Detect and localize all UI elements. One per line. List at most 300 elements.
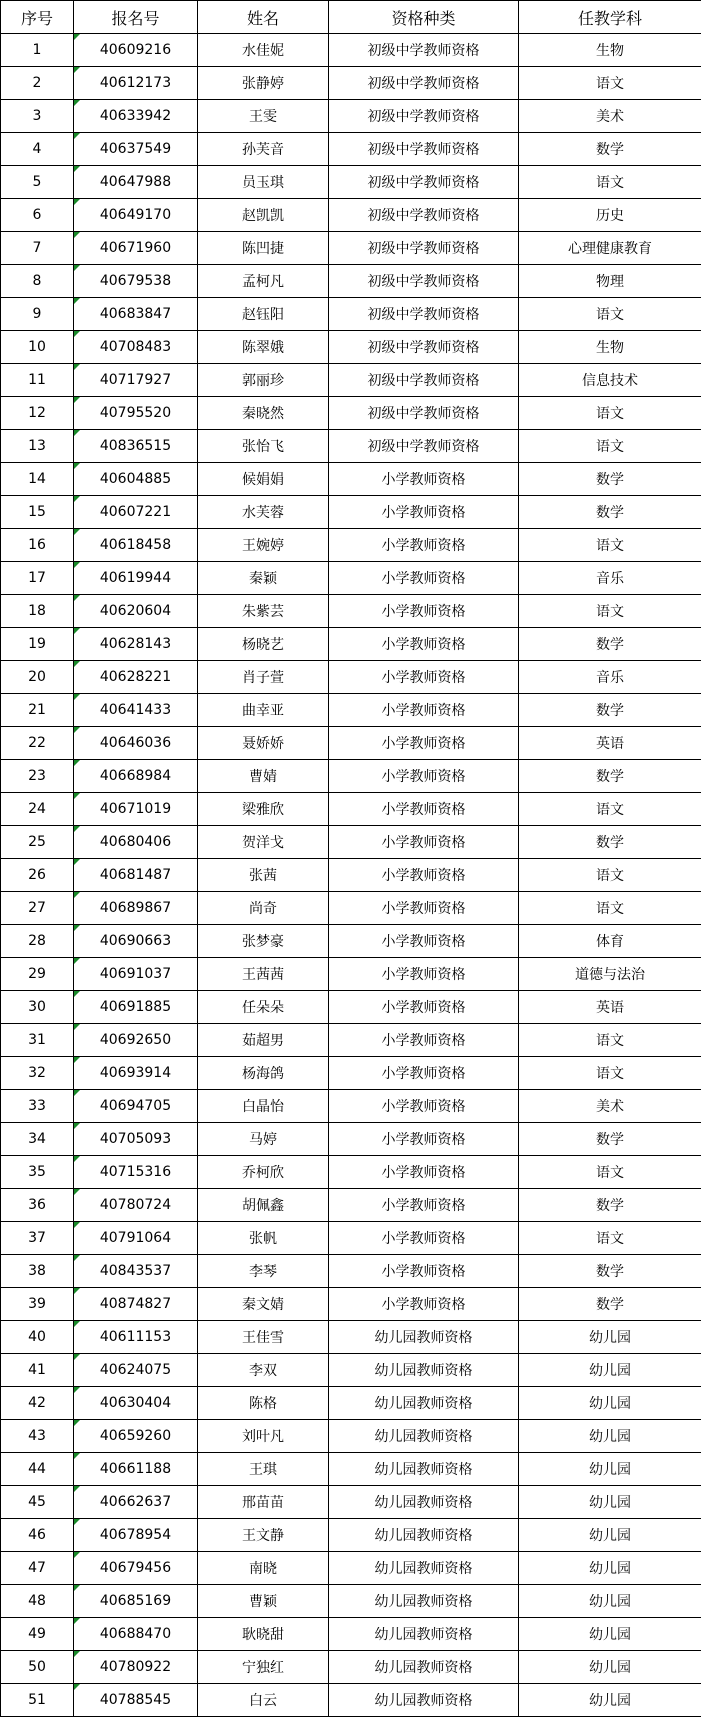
serial-number-cell: 51 [1, 1684, 74, 1717]
serial-number-cell: 17 [1, 562, 74, 595]
qualification-type-cell: 小学教师资格 [329, 958, 519, 991]
registration-number-cell: 40680406 [74, 826, 198, 859]
table-row [1, 1222, 701, 1255]
qualification-type-cell: 幼儿园教师资格 [329, 1618, 519, 1651]
serial-number-cell: 26 [1, 859, 74, 892]
qualification-type-cell: 小学教师资格 [329, 826, 519, 859]
name-cell: 王琪 [198, 1453, 329, 1486]
table-header [1, 1, 701, 34]
qualification-type-cell: 小学教师资格 [329, 1255, 519, 1288]
table-row [1, 298, 701, 331]
registration-number-cell: 40628221 [74, 661, 198, 694]
table-row [1, 166, 701, 199]
registration-number-cell: 40685169 [74, 1585, 198, 1618]
teaching-subject-cell: 道德与法治 [519, 958, 701, 991]
qualification-type-cell: 幼儿园教师资格 [329, 1453, 519, 1486]
table-row [1, 1156, 701, 1189]
teaching-subject-cell: 数学 [519, 496, 701, 529]
name-cell: 曲幸亚 [198, 694, 329, 727]
registration-number-cell: 40646036 [74, 727, 198, 760]
table-row [1, 892, 701, 925]
table-row [1, 34, 701, 67]
serial-number-cell: 18 [1, 595, 74, 628]
qualification-type-cell: 初级中学教师资格 [329, 166, 519, 199]
qualification-type-cell: 幼儿园教师资格 [329, 1486, 519, 1519]
table-row [1, 661, 701, 694]
qualification-type-cell: 小学教师资格 [329, 991, 519, 1024]
name-cell: 赵钰阳 [198, 298, 329, 331]
qualification-type-cell: 初级中学教师资格 [329, 397, 519, 430]
registration-number-cell: 40618458 [74, 529, 198, 562]
header-serial-number: 序号 [1, 1, 74, 34]
table-row [1, 1255, 701, 1288]
serial-number-cell: 35 [1, 1156, 74, 1189]
serial-number-cell: 14 [1, 463, 74, 496]
name-cell: 秦颖 [198, 562, 329, 595]
qualification-type-cell: 小学教师资格 [329, 694, 519, 727]
table-row [1, 1189, 701, 1222]
teaching-subject-cell: 数学 [519, 1288, 701, 1321]
registration-number-cell: 40619944 [74, 562, 198, 595]
table-row [1, 1585, 701, 1618]
header-name: 姓名 [198, 1, 329, 34]
name-cell: 陈格 [198, 1387, 329, 1420]
teaching-subject-cell: 数学 [519, 760, 701, 793]
table-row [1, 133, 701, 166]
table-row [1, 529, 701, 562]
registration-number-cell: 40679456 [74, 1552, 198, 1585]
name-cell: 乔柯欣 [198, 1156, 329, 1189]
name-cell: 王茜茜 [198, 958, 329, 991]
qualification-type-cell: 小学教师资格 [329, 463, 519, 496]
serial-number-cell: 4 [1, 133, 74, 166]
teaching-subject-cell: 英语 [519, 991, 701, 1024]
serial-number-cell: 3 [1, 100, 74, 133]
serial-number-cell: 15 [1, 496, 74, 529]
teaching-subject-cell: 数学 [519, 463, 701, 496]
table-row [1, 793, 701, 826]
teaching-subject-cell: 语文 [519, 298, 701, 331]
name-cell: 秦晓然 [198, 397, 329, 430]
qualification-type-cell: 小学教师资格 [329, 892, 519, 925]
table-row [1, 1453, 701, 1486]
serial-number-cell: 45 [1, 1486, 74, 1519]
serial-number-cell: 6 [1, 199, 74, 232]
teaching-subject-cell: 音乐 [519, 661, 701, 694]
serial-number-cell: 22 [1, 727, 74, 760]
header-registration-number: 报名号 [74, 1, 198, 34]
header-row [1, 1, 701, 34]
name-cell: 尚奇 [198, 892, 329, 925]
teaching-subject-cell: 音乐 [519, 562, 701, 595]
table-row [1, 430, 701, 463]
teaching-subject-cell: 幼儿园 [519, 1519, 701, 1552]
name-cell: 陈凹捷 [198, 232, 329, 265]
registration-number-cell: 40788545 [74, 1684, 198, 1717]
table-row [1, 331, 701, 364]
serial-number-cell: 1 [1, 34, 74, 67]
name-cell: 曹婧 [198, 760, 329, 793]
serial-number-cell: 10 [1, 331, 74, 364]
registration-number-cell: 40668984 [74, 760, 198, 793]
serial-number-cell: 19 [1, 628, 74, 661]
qualification-type-cell: 初级中学教师资格 [329, 34, 519, 67]
serial-number-cell: 33 [1, 1090, 74, 1123]
teaching-subject-cell: 数学 [519, 1255, 701, 1288]
table-row [1, 1288, 701, 1321]
serial-number-cell: 36 [1, 1189, 74, 1222]
table-row [1, 1684, 701, 1717]
registration-number-cell: 40717927 [74, 364, 198, 397]
teaching-subject-cell: 语文 [519, 1156, 701, 1189]
table-row [1, 463, 701, 496]
name-cell: 候娟娟 [198, 463, 329, 496]
registration-number-cell: 40780724 [74, 1189, 198, 1222]
serial-number-cell: 39 [1, 1288, 74, 1321]
table-row [1, 562, 701, 595]
table-row [1, 1651, 701, 1684]
registration-number-cell: 40624075 [74, 1354, 198, 1387]
qualification-type-cell: 小学教师资格 [329, 1090, 519, 1123]
teaching-subject-cell: 数学 [519, 628, 701, 661]
table-row [1, 1420, 701, 1453]
name-cell: 张帆 [198, 1222, 329, 1255]
teaching-subject-cell: 幼儿园 [519, 1420, 701, 1453]
serial-number-cell: 11 [1, 364, 74, 397]
name-cell: 聂娇娇 [198, 727, 329, 760]
registration-number-cell: 40689867 [74, 892, 198, 925]
name-cell: 王文静 [198, 1519, 329, 1552]
registration-number-cell: 40604885 [74, 463, 198, 496]
qualification-type-cell: 小学教师资格 [329, 1123, 519, 1156]
registration-number-cell: 40681487 [74, 859, 198, 892]
serial-number-cell: 44 [1, 1453, 74, 1486]
name-cell: 曹颖 [198, 1585, 329, 1618]
name-cell: 杨晓艺 [198, 628, 329, 661]
table-row [1, 760, 701, 793]
registration-number-cell: 40671960 [74, 232, 198, 265]
qualification-type-cell: 小学教师资格 [329, 760, 519, 793]
teaching-subject-cell: 语文 [519, 529, 701, 562]
registration-number-cell: 40628143 [74, 628, 198, 661]
qualification-type-cell: 初级中学教师资格 [329, 232, 519, 265]
serial-number-cell: 41 [1, 1354, 74, 1387]
qualification-type-cell: 初级中学教师资格 [329, 133, 519, 166]
serial-number-cell: 32 [1, 1057, 74, 1090]
table-row [1, 1024, 701, 1057]
teaching-subject-cell: 语文 [519, 397, 701, 430]
teaching-subject-cell: 数学 [519, 694, 701, 727]
registration-number-cell: 40641433 [74, 694, 198, 727]
teaching-subject-cell: 幼儿园 [519, 1585, 701, 1618]
registration-number-cell: 40649170 [74, 199, 198, 232]
teaching-subject-cell: 语文 [519, 892, 701, 925]
teaching-subject-cell: 体育 [519, 925, 701, 958]
qualification-type-cell: 小学教师资格 [329, 1288, 519, 1321]
registration-number-cell: 40692650 [74, 1024, 198, 1057]
registration-number-cell: 40836515 [74, 430, 198, 463]
serial-number-cell: 46 [1, 1519, 74, 1552]
qualification-type-cell: 小学教师资格 [329, 595, 519, 628]
name-cell: 肖子萱 [198, 661, 329, 694]
qualification-type-cell: 小学教师资格 [329, 1189, 519, 1222]
table-row [1, 826, 701, 859]
serial-number-cell: 43 [1, 1420, 74, 1453]
teaching-subject-cell: 幼儿园 [519, 1618, 701, 1651]
table-row [1, 628, 701, 661]
registration-number-cell: 40691885 [74, 991, 198, 1024]
serial-number-cell: 49 [1, 1618, 74, 1651]
table-row [1, 1057, 701, 1090]
serial-number-cell: 25 [1, 826, 74, 859]
table-row [1, 991, 701, 1024]
qualification-type-cell: 初级中学教师资格 [329, 331, 519, 364]
name-cell: 胡佩鑫 [198, 1189, 329, 1222]
name-cell: 张怡飞 [198, 430, 329, 463]
teaching-subject-cell: 幼儿园 [519, 1552, 701, 1585]
qualification-type-cell: 幼儿园教师资格 [329, 1354, 519, 1387]
qualification-type-cell: 初级中学教师资格 [329, 364, 519, 397]
teaching-subject-cell: 幼儿园 [519, 1453, 701, 1486]
name-cell: 水佳妮 [198, 34, 329, 67]
serial-number-cell: 31 [1, 1024, 74, 1057]
name-cell: 李双 [198, 1354, 329, 1387]
qualification-type-cell: 小学教师资格 [329, 529, 519, 562]
qualification-type-cell: 初级中学教师资格 [329, 100, 519, 133]
teaching-subject-cell: 语文 [519, 430, 701, 463]
name-cell: 杨海鸽 [198, 1057, 329, 1090]
registration-number-cell: 40607221 [74, 496, 198, 529]
table-row [1, 265, 701, 298]
registration-number-cell: 40683847 [74, 298, 198, 331]
qualification-type-cell: 小学教师资格 [329, 628, 519, 661]
table-row [1, 67, 701, 100]
qualification-type-cell: 幼儿园教师资格 [329, 1651, 519, 1684]
serial-number-cell: 34 [1, 1123, 74, 1156]
qualification-type-cell: 小学教师资格 [329, 1222, 519, 1255]
qualification-type-cell: 小学教师资格 [329, 793, 519, 826]
table-row [1, 694, 701, 727]
name-cell: 郭丽珍 [198, 364, 329, 397]
teaching-subject-cell: 心理健康教育 [519, 232, 701, 265]
teaching-subject-cell: 语文 [519, 67, 701, 100]
table-row [1, 1090, 701, 1123]
registration-number-cell: 40620604 [74, 595, 198, 628]
registration-number-cell: 40678954 [74, 1519, 198, 1552]
table-row [1, 1354, 701, 1387]
teaching-subject-cell: 生物 [519, 34, 701, 67]
name-cell: 陈翠娥 [198, 331, 329, 364]
registration-number-cell: 40691037 [74, 958, 198, 991]
serial-number-cell: 23 [1, 760, 74, 793]
name-cell: 孙芙音 [198, 133, 329, 166]
qualification-type-cell: 小学教师资格 [329, 496, 519, 529]
header-qualification-type: 资格种类 [329, 1, 519, 34]
table-row [1, 364, 701, 397]
registration-number-cell: 40694705 [74, 1090, 198, 1123]
name-cell: 马婷 [198, 1123, 329, 1156]
qualification-type-cell: 幼儿园教师资格 [329, 1585, 519, 1618]
qualification-type-cell: 幼儿园教师资格 [329, 1420, 519, 1453]
name-cell: 王雯 [198, 100, 329, 133]
serial-number-cell: 8 [1, 265, 74, 298]
registration-number-cell: 40661188 [74, 1453, 198, 1486]
qualification-type-cell: 幼儿园教师资格 [329, 1519, 519, 1552]
qualification-type-cell: 小学教师资格 [329, 1024, 519, 1057]
serial-number-cell: 40 [1, 1321, 74, 1354]
qualification-type-cell: 初级中学教师资格 [329, 298, 519, 331]
teaching-subject-cell: 幼儿园 [519, 1354, 701, 1387]
teaching-subject-cell: 语文 [519, 166, 701, 199]
registration-number-cell: 40611153 [74, 1321, 198, 1354]
table-row [1, 859, 701, 892]
teaching-subject-cell: 语文 [519, 859, 701, 892]
teaching-subject-cell: 历史 [519, 199, 701, 232]
qualification-type-cell: 小学教师资格 [329, 1057, 519, 1090]
serial-number-cell: 2 [1, 67, 74, 100]
name-cell: 员玉琪 [198, 166, 329, 199]
qualification-type-cell: 幼儿园教师资格 [329, 1552, 519, 1585]
teaching-subject-cell: 幼儿园 [519, 1651, 701, 1684]
header-teaching-subject: 任教学科 [519, 1, 701, 34]
table-row [1, 496, 701, 529]
qualification-type-cell: 初级中学教师资格 [329, 199, 519, 232]
teaching-subject-cell: 语文 [519, 1057, 701, 1090]
registration-number-cell: 40662637 [74, 1486, 198, 1519]
name-cell: 赵凯凯 [198, 199, 329, 232]
table-row [1, 1486, 701, 1519]
serial-number-cell: 28 [1, 925, 74, 958]
table-row [1, 1519, 701, 1552]
name-cell: 梁雅欣 [198, 793, 329, 826]
teaching-subject-cell: 生物 [519, 331, 701, 364]
qualification-type-cell: 幼儿园教师资格 [329, 1321, 519, 1354]
serial-number-cell: 5 [1, 166, 74, 199]
serial-number-cell: 38 [1, 1255, 74, 1288]
name-cell: 王佳雪 [198, 1321, 329, 1354]
teaching-subject-cell: 幼儿园 [519, 1684, 701, 1717]
name-cell: 李琴 [198, 1255, 329, 1288]
table-row [1, 100, 701, 133]
name-cell: 张梦豪 [198, 925, 329, 958]
serial-number-cell: 13 [1, 430, 74, 463]
teaching-subject-cell: 美术 [519, 1090, 701, 1123]
qualification-type-cell: 小学教师资格 [329, 562, 519, 595]
teaching-subject-cell: 英语 [519, 727, 701, 760]
registration-number-cell: 40874827 [74, 1288, 198, 1321]
serial-number-cell: 42 [1, 1387, 74, 1420]
registration-number-cell: 40637549 [74, 133, 198, 166]
table-row [1, 595, 701, 628]
registration-number-cell: 40609216 [74, 34, 198, 67]
table-row [1, 1123, 701, 1156]
registration-number-cell: 40715316 [74, 1156, 198, 1189]
teaching-subject-cell: 语文 [519, 1222, 701, 1255]
teaching-subject-cell: 数学 [519, 826, 701, 859]
teaching-subject-cell: 信息技术 [519, 364, 701, 397]
table-row [1, 1321, 701, 1354]
teaching-subject-cell: 语文 [519, 595, 701, 628]
registration-number-cell: 40688470 [74, 1618, 198, 1651]
qualification-type-cell: 小学教师资格 [329, 1156, 519, 1189]
qualification-type-cell: 小学教师资格 [329, 925, 519, 958]
teaching-subject-cell: 美术 [519, 100, 701, 133]
teaching-subject-cell: 语文 [519, 1024, 701, 1057]
teaching-subject-cell: 幼儿园 [519, 1387, 701, 1420]
registration-number-cell: 40791064 [74, 1222, 198, 1255]
name-cell: 贺洋戈 [198, 826, 329, 859]
registration-number-cell: 40659260 [74, 1420, 198, 1453]
registration-number-cell: 40708483 [74, 331, 198, 364]
name-cell: 宁独红 [198, 1651, 329, 1684]
table-row [1, 232, 701, 265]
name-cell: 秦文婧 [198, 1288, 329, 1321]
name-cell: 朱紫芸 [198, 595, 329, 628]
serial-number-cell: 9 [1, 298, 74, 331]
serial-number-cell: 47 [1, 1552, 74, 1585]
qualification-type-cell: 初级中学教师资格 [329, 430, 519, 463]
teaching-subject-cell: 数学 [519, 1123, 701, 1156]
serial-number-cell: 20 [1, 661, 74, 694]
registration-number-cell: 40630404 [74, 1387, 198, 1420]
name-cell: 刘叶凡 [198, 1420, 329, 1453]
qualification-type-cell: 小学教师资格 [329, 727, 519, 760]
table-body [1, 34, 701, 1717]
registration-number-cell: 40690663 [74, 925, 198, 958]
serial-number-cell: 37 [1, 1222, 74, 1255]
registration-number-cell: 40705093 [74, 1123, 198, 1156]
qualification-type-cell: 幼儿园教师资格 [329, 1387, 519, 1420]
name-cell: 张静婷 [198, 67, 329, 100]
name-cell: 任朵朵 [198, 991, 329, 1024]
teaching-subject-cell: 幼儿园 [519, 1321, 701, 1354]
qualification-type-cell: 初级中学教师资格 [329, 67, 519, 100]
qualification-type-cell: 小学教师资格 [329, 661, 519, 694]
teaching-subject-cell: 数学 [519, 1189, 701, 1222]
serial-number-cell: 7 [1, 232, 74, 265]
registration-number-cell: 40679538 [74, 265, 198, 298]
serial-number-cell: 30 [1, 991, 74, 1024]
serial-number-cell: 48 [1, 1585, 74, 1618]
serial-number-cell: 12 [1, 397, 74, 430]
teaching-subject-cell: 语文 [519, 793, 701, 826]
name-cell: 张茜 [198, 859, 329, 892]
registration-number-cell: 40671019 [74, 793, 198, 826]
qualification-type-cell: 小学教师资格 [329, 859, 519, 892]
table-row [1, 1552, 701, 1585]
teaching-subject-cell: 数学 [519, 133, 701, 166]
name-cell: 耿晓甜 [198, 1618, 329, 1651]
table-row [1, 925, 701, 958]
qualification-type-cell: 幼儿园教师资格 [329, 1684, 519, 1717]
name-cell: 白晶怡 [198, 1090, 329, 1123]
name-cell: 王婉婷 [198, 529, 329, 562]
name-cell: 水芙蓉 [198, 496, 329, 529]
registration-number-cell: 40843537 [74, 1255, 198, 1288]
serial-number-cell: 16 [1, 529, 74, 562]
teaching-subject-cell: 物理 [519, 265, 701, 298]
qualification-type-cell: 初级中学教师资格 [329, 265, 519, 298]
registration-number-cell: 40612173 [74, 67, 198, 100]
teaching-subject-cell: 幼儿园 [519, 1486, 701, 1519]
name-cell: 孟柯凡 [198, 265, 329, 298]
name-cell: 邢苗苗 [198, 1486, 329, 1519]
serial-number-cell: 27 [1, 892, 74, 925]
table-row [1, 199, 701, 232]
registration-number-cell: 40633942 [74, 100, 198, 133]
serial-number-cell: 29 [1, 958, 74, 991]
registration-number-cell: 40693914 [74, 1057, 198, 1090]
